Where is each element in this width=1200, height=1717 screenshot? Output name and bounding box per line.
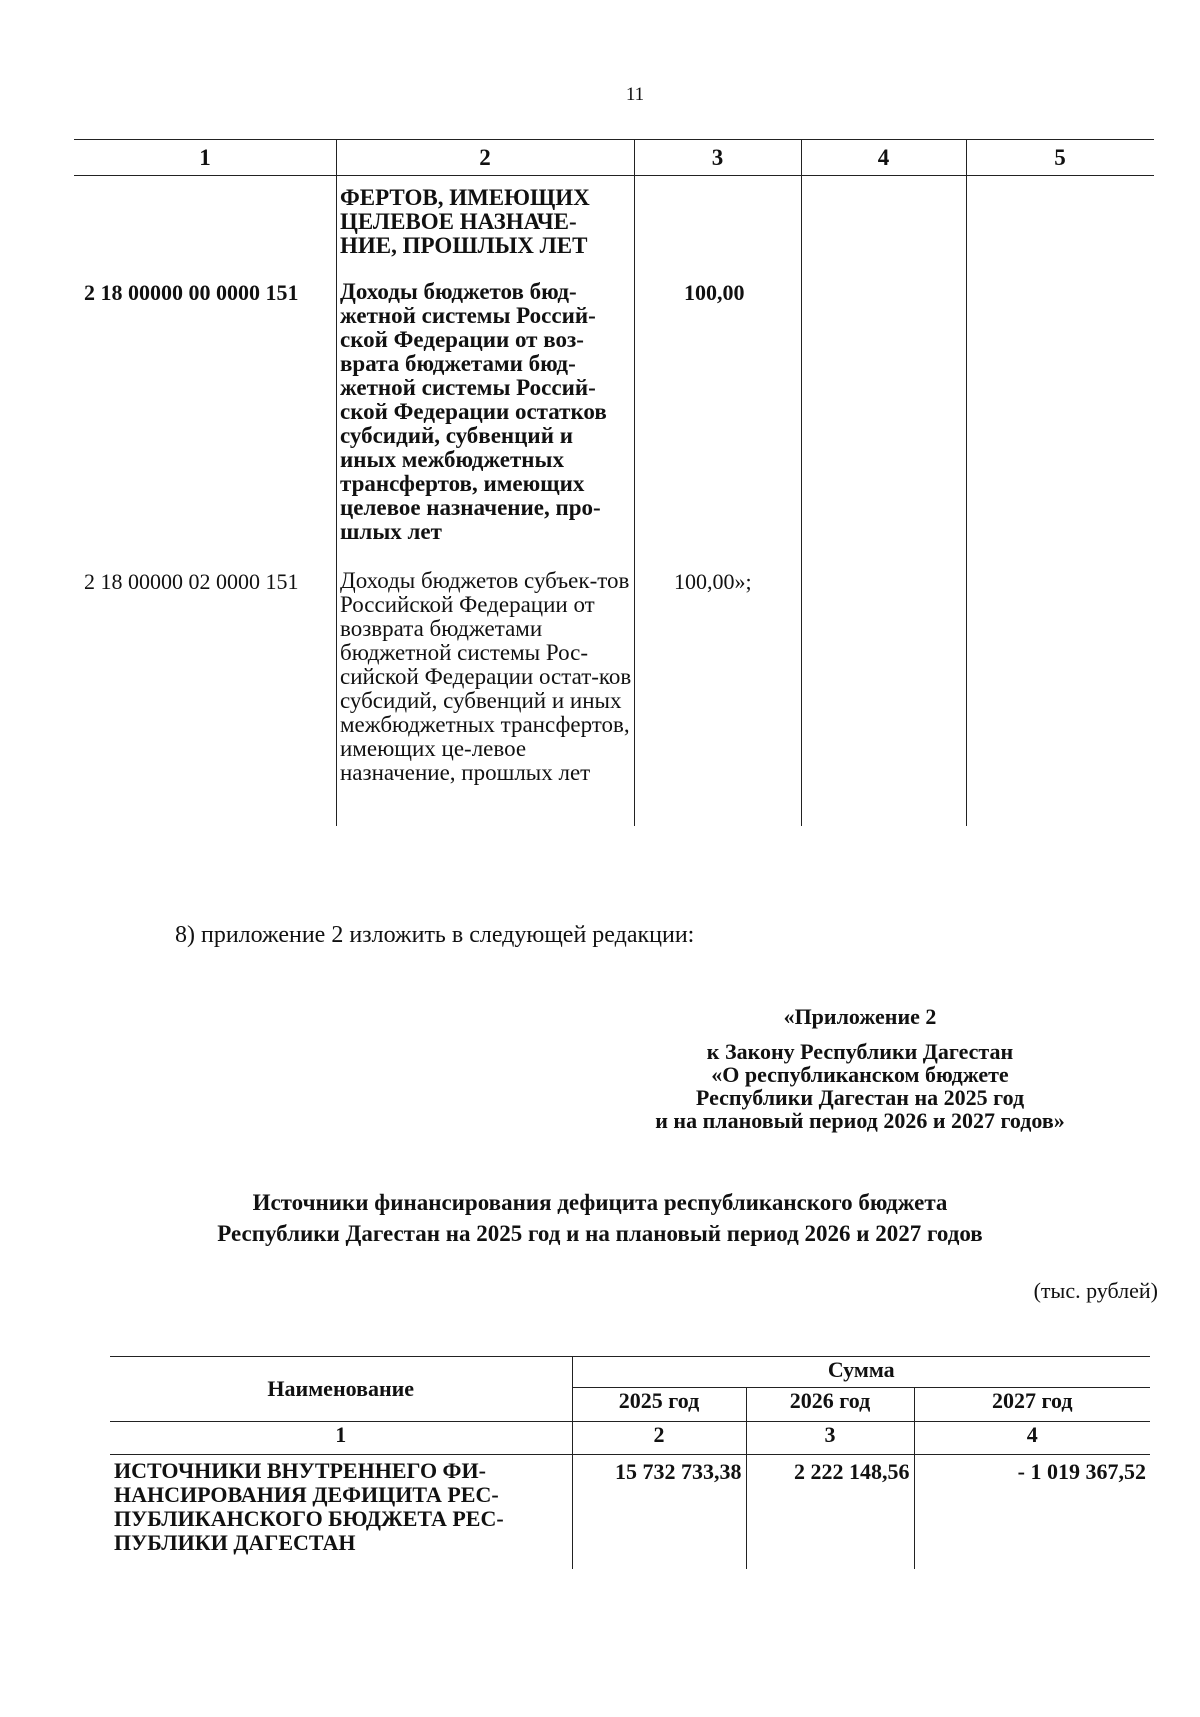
- appendix-title: «Приложение 2: [783, 1004, 937, 1029]
- table1-header-col5: 5: [1054, 145, 1066, 170]
- table1-divider: [801, 139, 802, 826]
- table1-row-name: ФЕРТОВ, ИМЕЮЩИХ ЦЕЛЕВОЕ НАЗНАЧЕ-НИЕ, ПРОШЛЫХ ЛЕТ: [340, 185, 590, 258]
- units-label: (тыс. рублей): [1033, 1278, 1158, 1303]
- table1-top-rule: [74, 139, 1154, 140]
- row-amount-2026: 2 222 148,56: [746, 1455, 914, 1570]
- appendix-line: и на плановый период 2026 и 2027 годов»: [655, 1108, 1065, 1133]
- table1-row-name: Доходы бюджетов бюд-жетной системы Россий-ской Федерации от воз-врата бюджетами бюд-жетной системы Россий-ской Федерации остатков субсидий, субвенций и иных межбюджетных трансфертов, имеющих целевое назначение, про-шлых лет: [340, 279, 607, 544]
- header-year: 2025 год: [572, 1388, 746, 1422]
- header-sum: Сумма: [572, 1357, 1150, 1388]
- table1-row-name: Доходы бюджетов субъек-тов Российской Федерации от возврата бюджетами бюджетной системы Рос-сийской Федерации остат-ков субсидий, субвенций и иных межбюджетных трансфертов, имеющих це-левое назначение, прошлых лет: [340, 568, 632, 785]
- table1-row-code: 2 18 00000 02 0000 151: [84, 569, 299, 594]
- header-year: 2027 год: [914, 1388, 1150, 1422]
- table1-divider: [336, 139, 337, 826]
- page-number: 11: [625, 84, 645, 105]
- appendix-line: «О республиканском бюджете: [711, 1062, 1009, 1087]
- appendix-line: Республики Дагестан на 2025 год: [695, 1085, 1025, 1110]
- table1-header-col4: 4: [877, 145, 890, 170]
- row-name: ИСТОЧНИКИ ВНУТРЕННЕГО ФИ-НАНСИРОВАНИЯ ДЕФИЦИТА РЕС-ПУБЛИКАНСКОГО БЮДЖЕТА РЕС-ПУБЛИКИ ДАГЕСТАН: [110, 1455, 572, 1570]
- table1-row-code: 2 18 00000 00 0000 151: [84, 280, 299, 305]
- appendix-line: к Закону Республики Дагестан: [706, 1039, 1014, 1064]
- table1-row-amount: 100,00: [684, 280, 745, 305]
- col-number: 2: [572, 1422, 746, 1455]
- table1-header-col2: 2: [479, 145, 491, 170]
- table1-header-col3: 3: [711, 145, 724, 170]
- col-number: 4: [914, 1422, 1150, 1455]
- section-title: Республики Дагестан на 2025 год и на плановый период 2026 и 2027 годов: [217, 1221, 983, 1246]
- amendment-paragraph: 8) приложение 2 изложить в следующей редакции:: [175, 922, 695, 948]
- table1-divider: [634, 139, 635, 826]
- table1-header-col1: 1: [199, 145, 211, 170]
- table1-divider: [966, 139, 967, 826]
- col-number: 3: [746, 1422, 914, 1455]
- col-number: 1: [110, 1422, 572, 1455]
- row-amount-2027: - 1 019 367,52: [914, 1455, 1150, 1570]
- section-title: Источники финансирования дефицита республиканского бюджета: [252, 1190, 948, 1215]
- table1-header-rule: [74, 175, 1154, 176]
- header-name: Наименование: [110, 1357, 572, 1422]
- financing-sources-table: [110, 1356, 1150, 1569]
- header-year: 2026 год: [746, 1388, 914, 1422]
- row-amount-2025: 15 732 733,38: [572, 1455, 746, 1570]
- table1-row-amount: 100,00»;: [674, 569, 752, 594]
